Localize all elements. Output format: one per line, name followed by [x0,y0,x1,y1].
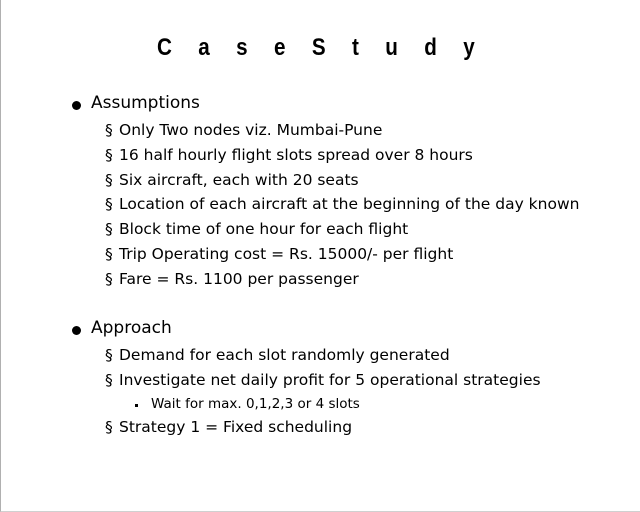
section-mark-icon: § [105,146,113,164]
list-item: § 16 half hourly flight slots spread over 8 hours [105,146,473,164]
list-item: § Location of each aircraft at the beginning of the day known [105,195,580,213]
section-mark-icon: § [105,346,113,364]
list-item: § Only Two nodes viz. Mumbai-Pune [105,121,383,139]
list-item: § Fare = Rs. 1100 per passenger [105,270,359,288]
section-heading-approach: Approach [91,318,172,338]
list-item: § Strategy 1 = Fixed scheduling [105,418,353,436]
bullet-dot [72,326,81,335]
list-item: § Six aircraft, each with 20 seats [105,171,359,189]
list-item: § Demand for each slot randomly generated [105,346,450,364]
section-mark-icon: § [105,270,113,288]
section-mark-icon: § [105,220,113,238]
list-item: § Block time of one hour for each flight [105,220,409,238]
section-mark-icon: § [105,418,113,436]
section-mark-icon: § [105,371,113,389]
slide-title: C a s e S t u d y [156,34,485,61]
list-item: § Investigate net daily profit for 5 operational strategies [105,371,541,389]
section-mark-icon: § [105,195,113,213]
section-mark-icon: § [105,171,113,189]
bullet-dot [72,101,81,110]
section-mark-icon: § [105,121,113,139]
sub-list-item: Wait for max. 0,1,2,3 or 4 slots [151,396,360,412]
square-bullet-icon [135,404,138,407]
list-item: § Trip Operating cost = Rs. 15000/- per flight [105,245,454,263]
section-mark-icon: § [105,245,113,263]
section-heading-assumptions: Assumptions [91,93,200,113]
